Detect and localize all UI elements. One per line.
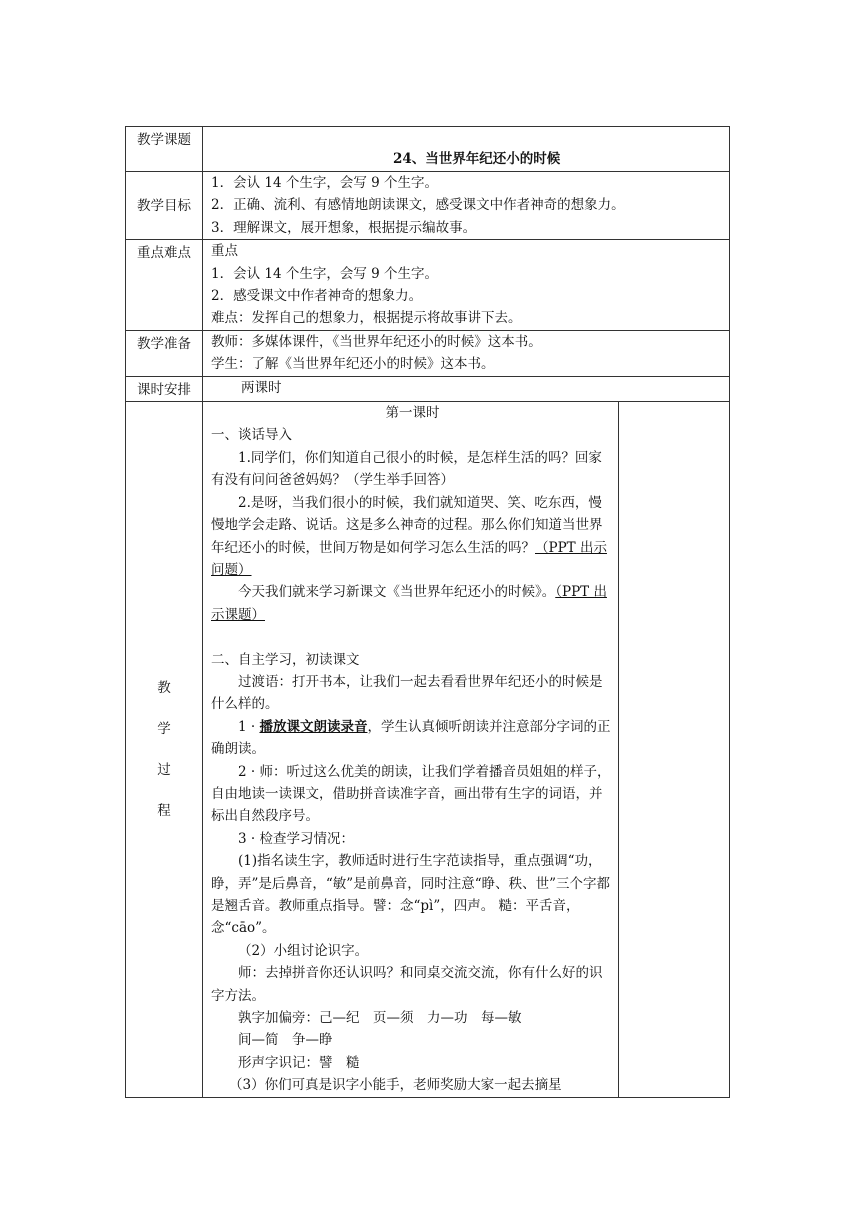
paragraph-text: ，学生认真倾听朗读并注意部分字词的正确朗读。 xyxy=(211,718,611,758)
paragraph: (1)指名读生字，教师适时进行生字范读指导，重点强调“功，睁，弄”是后鼻音，“敏”是前鼻音，同时注意“睁、秩、世”三个字都是翘舌音。教师重点指导。譬：念“pì”，四声。 糙：平舌音，念“cāo”。 xyxy=(211,853,611,937)
lesson-title: 24、当世界年纪还小的时候 xyxy=(393,151,561,167)
process-label-char: 程 xyxy=(157,802,171,819)
keypoints-cell xyxy=(203,240,730,331)
prep-label: 教学准备 xyxy=(126,330,203,376)
objective-item: 3．理解课文，展开想象，根据提示编故事。 xyxy=(211,219,477,236)
prep-row xyxy=(126,330,730,376)
objectives-row xyxy=(126,172,730,240)
paragraph-text: 今天我们就来学习新课文《当世界年纪还小的时候》。 xyxy=(238,584,556,601)
prep-item: 学生：了解《当世界年纪还小的时候》这本书。 xyxy=(211,356,495,373)
prep-cell xyxy=(203,330,730,376)
schedule-label: 课时安排 xyxy=(126,376,203,401)
process-label xyxy=(126,402,203,1098)
step-number: 1 · xyxy=(238,718,260,735)
title-row xyxy=(126,127,730,172)
process-label-char: 过 xyxy=(157,761,171,778)
objectives-label: 教学目标 xyxy=(126,172,203,240)
paragraph xyxy=(211,492,614,582)
paragraph: 1.同学们，你们知道自己很小的时候，是怎样生活的吗？回家有没有问问爸爸妈妈？（学生举手回答） xyxy=(211,449,602,489)
paragraph xyxy=(211,581,614,626)
process-row xyxy=(126,402,730,1098)
paragraph xyxy=(211,716,614,761)
keypoints-row xyxy=(126,240,730,331)
paragraph: 2 · 师：听过这么优美的朗读，让我们学着播音员姐姐的样子，自由地读一读课文，借助拼音读准字音，画出带有生字的词语，并标出自然段序号。 xyxy=(211,763,611,825)
process-label-char: 教 xyxy=(157,679,171,696)
ppt-note: （PPT 出示课题） xyxy=(211,584,607,623)
notes-column xyxy=(619,402,730,1098)
spacer xyxy=(211,626,614,648)
title-cell xyxy=(203,127,730,172)
objective-item: 1．会认 14 个生字，会写 9 个生字。 xyxy=(211,175,439,191)
paragraph: 间—简 争—睁 xyxy=(238,1032,333,1049)
emphasis-text: 播放课文朗读录音 xyxy=(259,718,368,735)
paragraph: 孰字加偏旁：己—纪 页—须 力—功 每—敏 xyxy=(238,1010,522,1027)
process-content xyxy=(203,402,619,1098)
paragraph: 过渡语：打开书本，让我们一起去看看世界年纪还小的时候是什么样的。 xyxy=(211,673,603,713)
paragraph-text: 2.是呀，当我们很小的时候，我们就知道哭、笑、吃东西，慢慢地学会走路、说话。这是多么神奇的过程。那么你们知道当世界年纪还小的时候，世间万物是如何学习怎么生活的吗？ xyxy=(211,494,603,556)
paragraph: （3）你们可真是识字小能手，老师奖励大家一起去摘星 xyxy=(229,1077,562,1094)
keypoint-item: 难点：发挥自己的想象力，根据提示将故事讲下去。 xyxy=(211,310,522,327)
title-label: 教学课题 xyxy=(126,127,203,172)
section-heading: 二、自主学习，初读课文 xyxy=(211,651,360,668)
schedule-row xyxy=(126,376,730,401)
section-heading: 一、谈话导入 xyxy=(211,427,292,444)
paragraph: 师：去掉拼音你还认识吗？和同桌交流交流，你有什么好的识字方法。 xyxy=(211,965,603,1004)
schedule-value: 两课时 xyxy=(203,376,730,401)
lesson-plan-page xyxy=(125,126,729,1098)
keypoint-item: 重点 xyxy=(211,243,238,260)
keypoint-item: 1．会认 14 个生字，会写 9 个生字。 xyxy=(211,265,439,282)
paragraph: 形声字识记：譬 糙 xyxy=(238,1054,360,1071)
paragraph: （2）小组讨论识字。 xyxy=(238,942,369,959)
process-label-char: 学 xyxy=(157,720,171,737)
objectives-cell xyxy=(203,172,730,240)
keypoint-item: 2．感受课文中作者神奇的想象力。 xyxy=(211,288,423,305)
paragraph: 3 · 检查学习情况： xyxy=(238,830,354,847)
keypoints-label: 重点难点 xyxy=(126,240,203,331)
prep-item: 教师：多媒体课件，《当世界年纪还小的时候》这本书。 xyxy=(211,333,542,350)
ppt-note: （PPT 出示问题） xyxy=(211,539,607,578)
lesson-plan-table xyxy=(125,126,730,1098)
period-heading: 第一课时 xyxy=(385,405,440,422)
objective-item: 2．正确、流利、有感情地朗读课文，感受课文中作者神奇的想象力。 xyxy=(211,197,625,214)
